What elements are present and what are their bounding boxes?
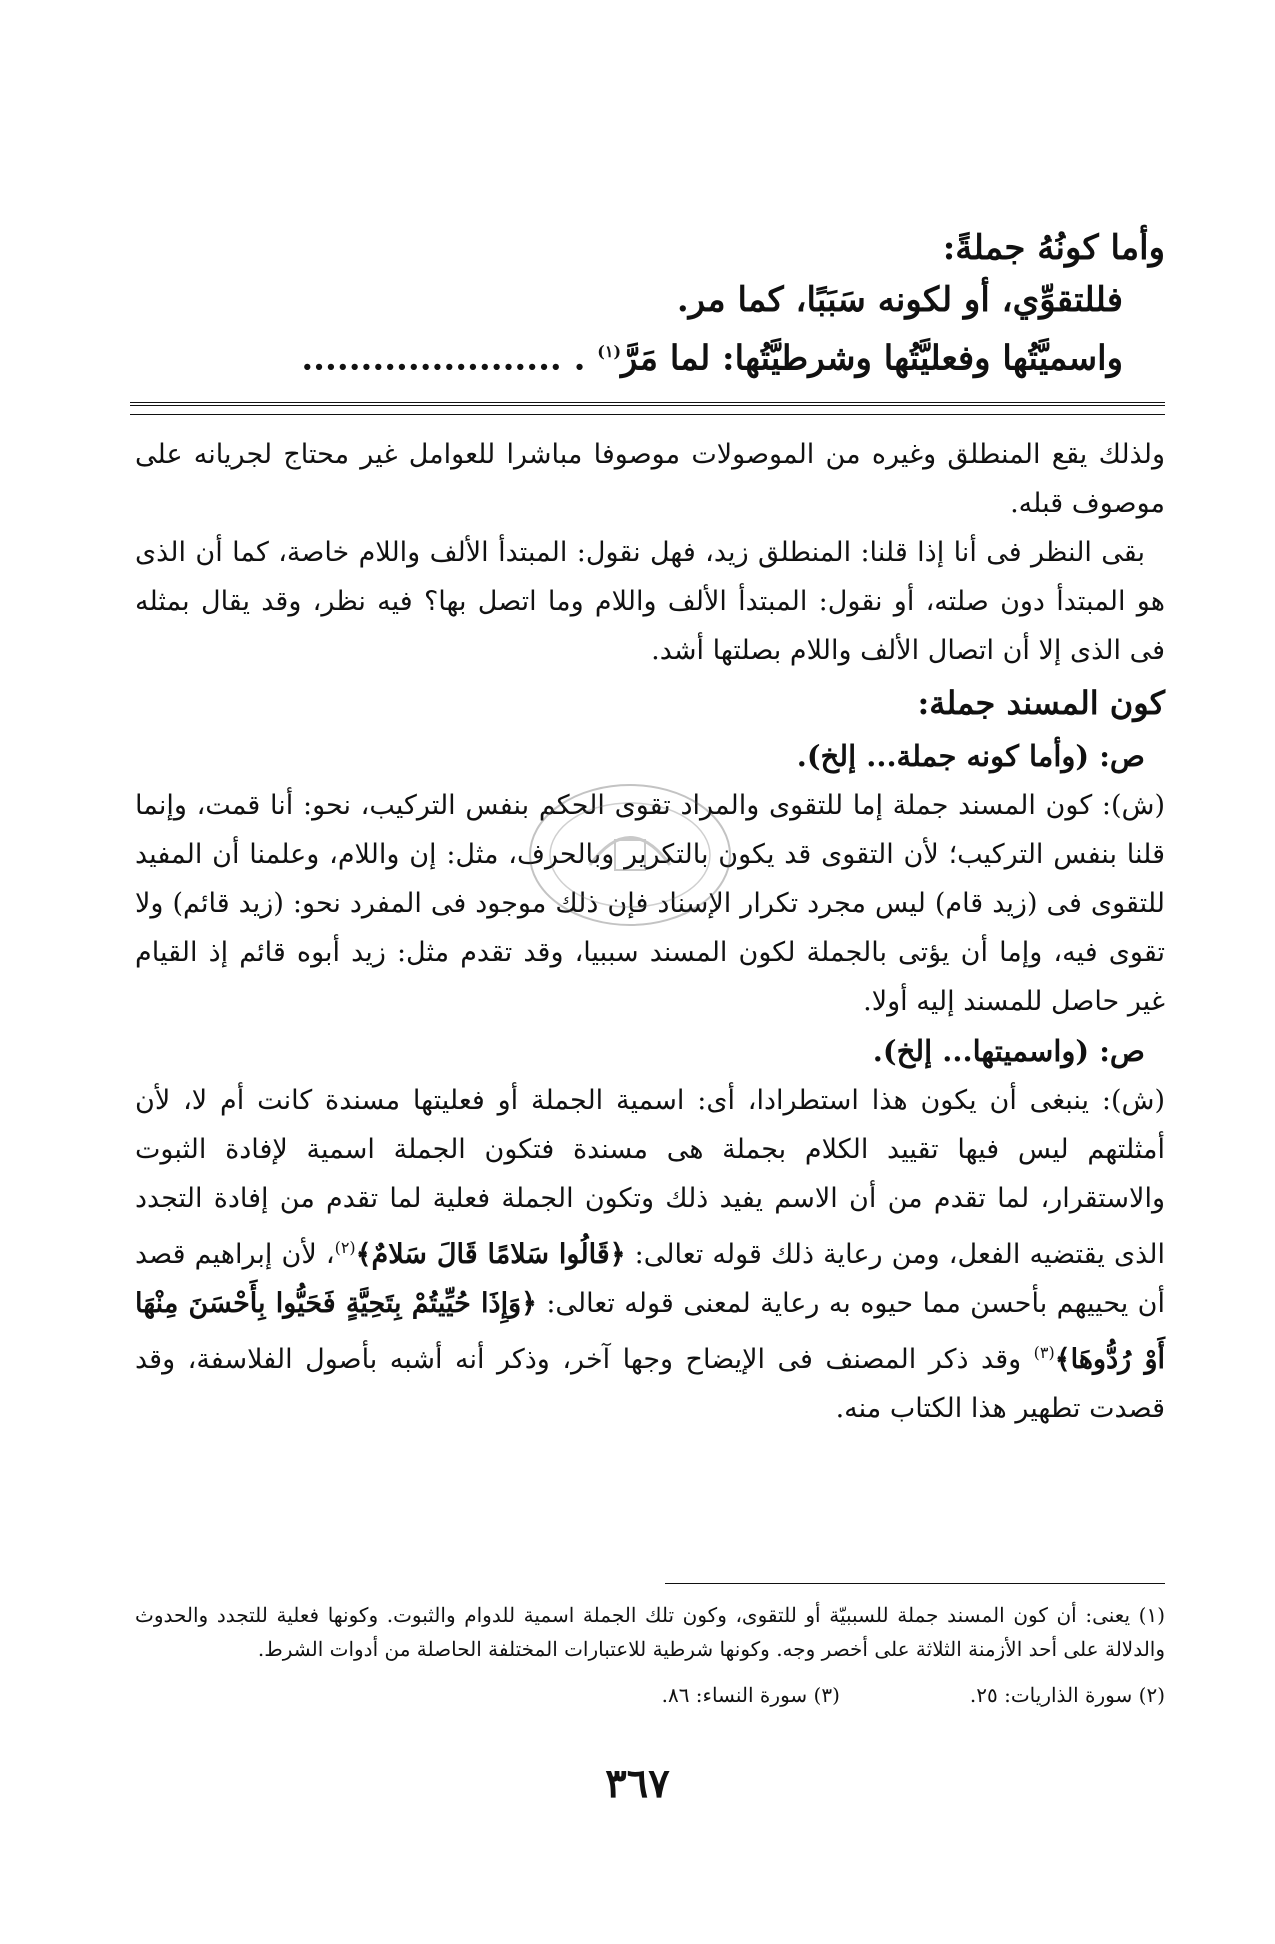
matn-line-3 (115, 326, 1165, 384)
paragraph-2: بقى النظر فى أنا إذا قلنا: المنطلق زيد، فهل نقول: المبتدأ الألف واللام خاصة، كما أن الذى هو المبتدأ دون صلته، أو نقول: المبتدأ الألف واللام وما اتصل بها؟ فيه نظر، وقد يقال بمثله فى الذى إلا أن اتصال الألف واللام بصلتها أشد. (135, 537, 1165, 666)
quran-verse-2: ﴿وَإِذَا حُيِّيتُمْ بِتَحِيَّةٍ فَحَيُّوا بِأَحْسَنَ مِنْهَا أَوْ رُدُّوهَا﴾ (135, 1288, 1165, 1375)
page-number: ٣٦٧ (605, 1760, 670, 1807)
sharh-2-part-c: وقد ذكر المصنف فى الإيضاح وجها آخر، وذكر أنه أشبه بأصول الفلاسفة، وقد قصدت تطهير هذا الكتاب منه. (135, 1344, 1165, 1424)
footnote-row (135, 1678, 1165, 1712)
footnote-3: (٣) سورة النساء: ٨٦. (661, 1683, 840, 1707)
footnote-separator (665, 1583, 1165, 1584)
matn-text-block (115, 222, 1165, 384)
matn-line-2: فللتقوِّي، أو لكونه سَبَبًا، كما مر. (676, 280, 1123, 320)
separator-rule (130, 414, 1165, 415)
sad-quote-1: ص: (وأما كونه جملة... إلخ). (796, 739, 1145, 773)
footnotes-block (135, 1598, 1165, 1712)
matn-footnote-ref: (١) (597, 342, 622, 361)
sharh-2-part-a: (ش): ينبغى أن يكون هذا استطرادا، أى: اسمية الجملة أو فعليتها مسندة كانت أم لا، لأن أمثلتهم ليس فيها تقييد الكلام بجملة هى مسندة فتكون الجملة اسمية لإفادة الثبوت والاستقرار، لما تقدم من أن الاسم يفيد ذلك وتكون الجملة فعلية لما تقدم من إفادة التجدد الذى يقتضيه الفعل، ومن رعاية ذلك قوله تعالى: (135, 1085, 1166, 1270)
quran-verse-1: ﴿قَالُوا سَلامًا قَالَ سَلامٌ﴾ (355, 1239, 626, 1270)
sharh-paragraph-1: (ش): كون المسند جملة إما للتقوى والمراد تقوى الحكم بنفس التركيب، نحو: أنا قمت، وإنما قلنا بنفس التركيب؛ لأن التقوى قد يكون بالتكرير وبالحرف، مثل: إن واللام، وعلمنا أن المفيد للتقوى فى (زيد قام) ليس مجرد تكرار الإسناد فإن ذلك موجود فى المفرد نحو: (زيد قائم) ولا تقوى فيه، وإما أن يؤتى بالجملة لكون المسند سببيا، وقد تقدم مثل: زيد أبوه قائم إذ القيام غير حاصل للمسند إليه أولا. (135, 790, 1165, 1017)
matn-line-3-text: واسميَّتُها وفعليَّتُها وشرطيَّتُها: لما مَرَّ (621, 338, 1123, 379)
quran-verse-1-ref: (٢) (334, 1238, 356, 1257)
section-heading: كون المسند جملة: (917, 684, 1165, 722)
quran-verse-2-ref: (٣) (1033, 1343, 1055, 1362)
commentary-body (135, 430, 1165, 1433)
sharh-paragraph-2 (135, 1076, 1165, 1433)
paragraph-1: ولذلك يقع المنطلق وغيره من الموصولات موصوفا مباشرا للعوامل غير محتاج لجريانه على موصوف قبله. (135, 439, 1165, 519)
footnote-2: (٢) سورة الذاريات: ٢٥. (969, 1683, 1165, 1707)
matn-dots: . ...................... (301, 338, 586, 379)
sad-quote-2: ص: (واسميتها... إلخ). (872, 1034, 1145, 1068)
footnote-1: (١) يعنى: أن كون المسند جملة للسببيّة أو للتقوى، وكون تلك الجملة اسمية للدوام والثبوت. وكونها فعلية للتجدد والحدوث والدلالة على أحد الأزمنة الثلاثة على أخصر وجه. وكونها شرطية للاعتبارات المختلفة الحاصلة من أدوات الشرط. (135, 1603, 1165, 1661)
sharh-2-part-b: ، لأن إبراهيم قصد أن يحييهم بأحسن مما حيوه به رعاية لمعنى قوله تعالى: (135, 1239, 1165, 1319)
matn-line-1: وأما كونُهُ جملةً: (942, 228, 1165, 268)
separator-double-rule (130, 402, 1165, 406)
